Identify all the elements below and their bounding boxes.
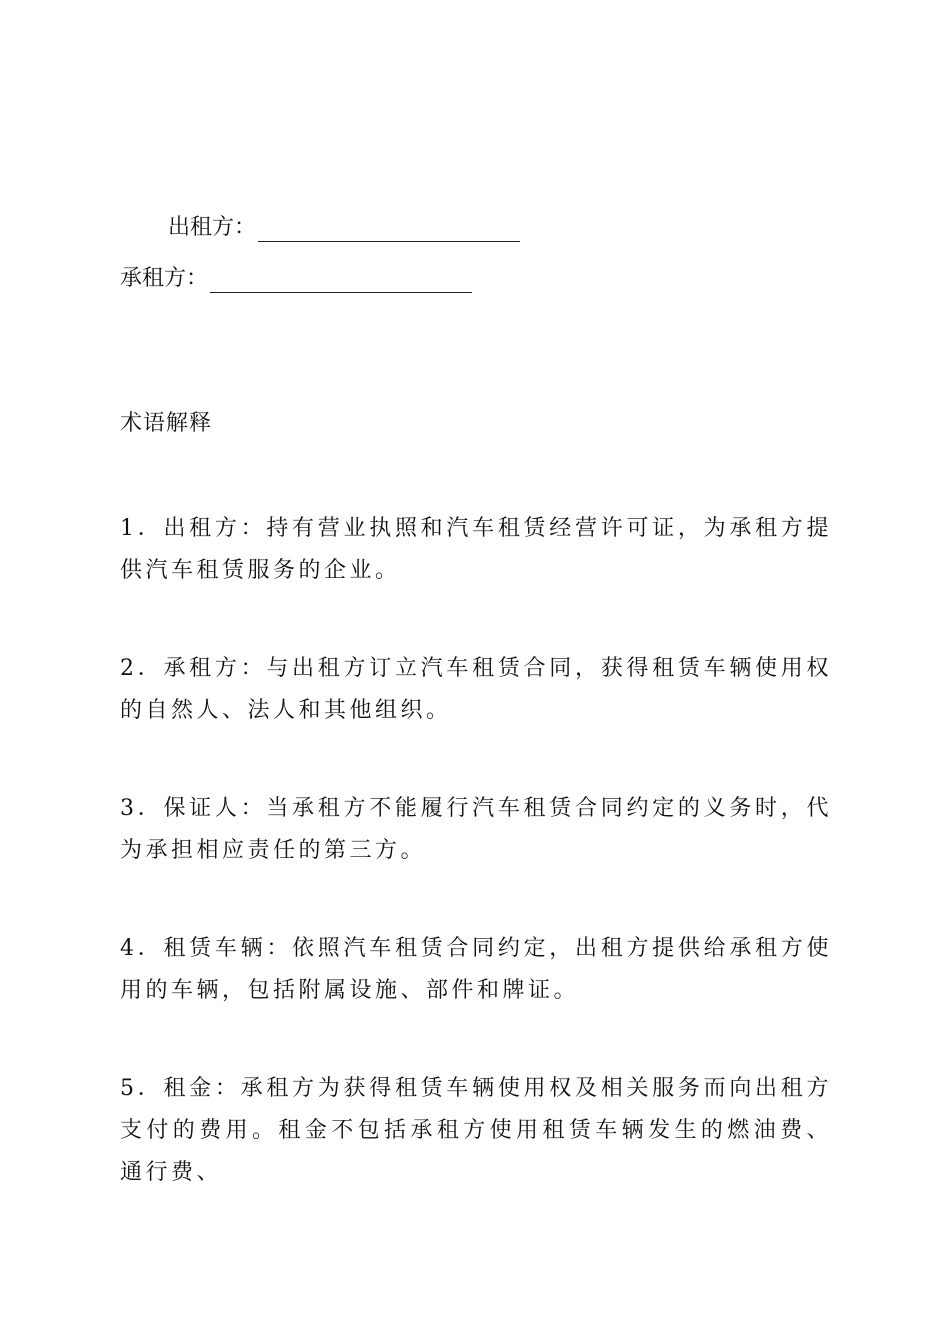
- term-item: 4．租赁车辆：依照汽车租赁合同约定，出租方提供给承租方使用的车辆，包括附属设施、部件和牌证。: [120, 936, 832, 1003]
- lessee-blank-field[interactable]: [210, 272, 472, 293]
- term-item: 3．保证人：当承租方不能履行汽车租赁合同约定的义务时，代为承担相应责任的第三方。: [120, 796, 832, 863]
- lessor-line: [168, 214, 520, 242]
- term-item: 1．出租方：持有营业执照和汽车租赁经营许可证，为承租方提供汽车租赁服务的企业。: [120, 516, 832, 583]
- lessee-line: [120, 265, 472, 293]
- term-item: 2．承租方：与出租方订立汽车租赁合同，获得租赁车辆使用权的自然人、法人和其他组织。: [120, 656, 832, 723]
- section-heading: 术语解释: [120, 411, 213, 436]
- lessor-label: 出租方：: [168, 215, 257, 240]
- lessee-label: 承租方：: [120, 266, 209, 291]
- terms-list: [120, 508, 832, 1250]
- lessor-blank-field[interactable]: [258, 221, 520, 242]
- term-item: 5．租金：承租方为获得租赁车辆使用权及相关服务而向出租方支付的费用。租金不包括承租方使用租赁车辆发生的燃油费、通行费、: [120, 1076, 832, 1185]
